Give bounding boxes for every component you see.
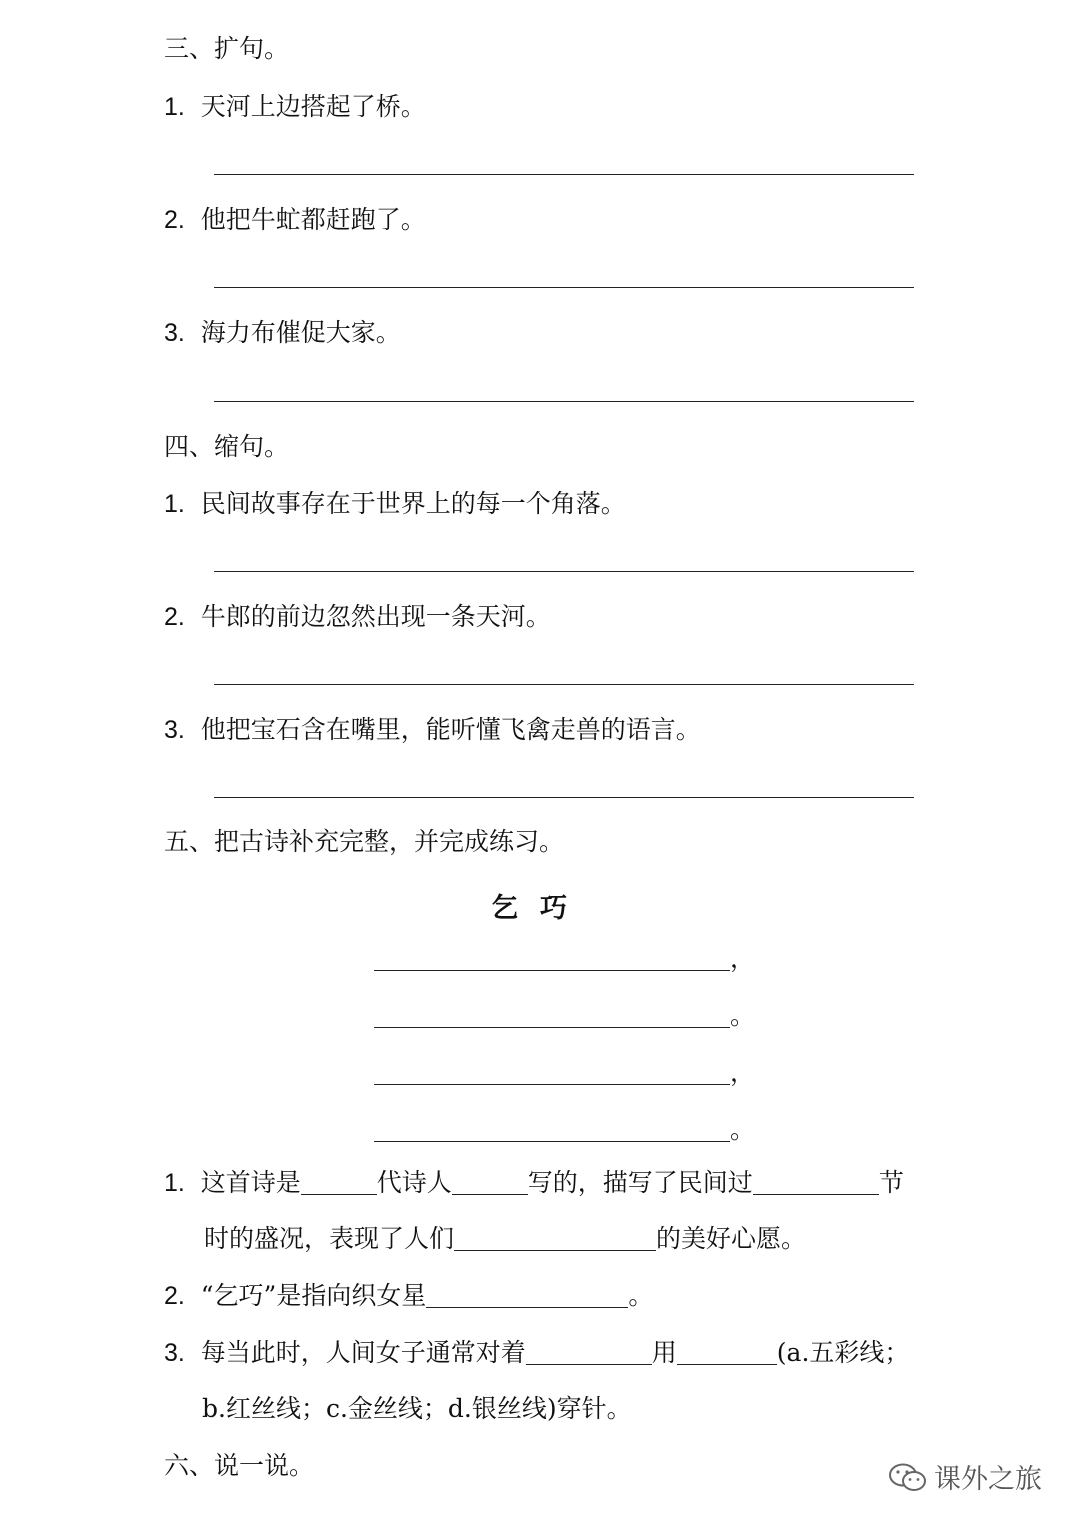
item-text: 海力布催促大家。 (200, 318, 401, 347)
poem-line-3 (374, 1060, 755, 1085)
s3-item-2 (164, 207, 426, 233)
item-text: 民间故事存在于世界上的每一个角落。 (200, 489, 626, 518)
s5-question-3 (164, 1340, 909, 1366)
item-number: 3. (164, 716, 185, 744)
section-4-heading: 四、缩句。 (164, 432, 290, 461)
s4-answer-line-1[interactable] (214, 571, 914, 572)
poem-punct: ， (730, 1058, 756, 1087)
s5-question-2 (164, 1283, 653, 1309)
wish-blank[interactable] (454, 1228, 656, 1251)
watermark-text: 课外之旅 (934, 1464, 1042, 1495)
item-number: 2. (164, 1282, 185, 1310)
q-text: 这首诗是 (200, 1168, 301, 1197)
poem-title: 乞巧 (491, 893, 589, 924)
poem-punct: 。 (730, 1001, 756, 1030)
item-number: 3. (164, 1339, 185, 1367)
q-text: 节 (878, 1168, 904, 1197)
item-number: 2. (164, 603, 185, 631)
watermark (888, 1457, 1042, 1496)
s5-question-1-cont (204, 1226, 806, 1251)
dynasty-blank[interactable] (301, 1172, 377, 1195)
q-text: 写的，描写了民间过 (527, 1168, 753, 1197)
item-number: 1. (164, 1169, 185, 1197)
s3-item-1 (164, 94, 426, 120)
q-text: 的美好心愿。 (656, 1224, 807, 1253)
s4-item-2 (164, 604, 551, 630)
s4-answer-line-3[interactable] (214, 797, 914, 798)
s3-answer-line-2[interactable] (214, 287, 914, 288)
poem-line-1 (374, 946, 755, 971)
s3-answer-line-3[interactable] (214, 401, 914, 402)
q-text: 。 (628, 1281, 654, 1310)
s3-answer-line-1[interactable] (214, 174, 914, 175)
item-number: 1. (164, 93, 185, 121)
wechat-icon (888, 1462, 928, 1494)
festival-blank[interactable] (753, 1172, 879, 1195)
s5-question-3-cont: b.红丝线；c.金丝线；d.银丝线)穿针。 (202, 1394, 632, 1423)
qiqiao-blank[interactable] (426, 1285, 628, 1308)
poem-punct: ， (730, 944, 756, 973)
s4-item-3 (164, 717, 701, 743)
item-text: 牛郎的前边忽然出现一条天河。 (200, 602, 551, 631)
s5-question-1 (164, 1170, 904, 1196)
poet-blank[interactable] (452, 1172, 528, 1195)
item-number: 1. (164, 490, 185, 518)
poem-line-4 (374, 1117, 755, 1142)
q-text: 时的盛况，表现了人们 (204, 1224, 455, 1253)
poem-blank[interactable] (374, 948, 730, 971)
poem-blank[interactable] (374, 1062, 730, 1085)
q-text: (a.五彩线； (776, 1338, 910, 1367)
s3-item-3 (164, 320, 401, 346)
q-text: 代诗人 (376, 1168, 452, 1197)
item-number: 2. (164, 206, 185, 234)
item-text: 天河上边搭起了桥。 (200, 92, 426, 121)
s4-item-1 (164, 491, 626, 517)
object-blank[interactable] (526, 1342, 652, 1365)
item-text: 他把宝石含在嘴里，能听懂飞禽走兽的语言。 (200, 715, 701, 744)
poem-line-2 (374, 1003, 755, 1028)
q-text: 每当此时，人间女子通常对着 (200, 1338, 526, 1367)
section-3-heading: 三、扩句。 (164, 34, 290, 63)
item-number: 3. (164, 319, 185, 347)
poem-punct: 。 (730, 1115, 756, 1144)
item-text: 他把牛虻都赶跑了。 (200, 205, 426, 234)
poem-blank[interactable] (374, 1005, 730, 1028)
section-5-heading: 五、把古诗补充完整，并完成练习。 (164, 827, 565, 856)
q-text: 用 (651, 1338, 677, 1367)
thread-blank[interactable] (677, 1342, 777, 1365)
poem-blank[interactable] (374, 1119, 730, 1142)
q-text: “乞巧”是指向织女星 (200, 1281, 427, 1310)
s4-answer-line-2[interactable] (214, 684, 914, 685)
section-6-heading: 六、说一说。 (164, 1451, 315, 1480)
